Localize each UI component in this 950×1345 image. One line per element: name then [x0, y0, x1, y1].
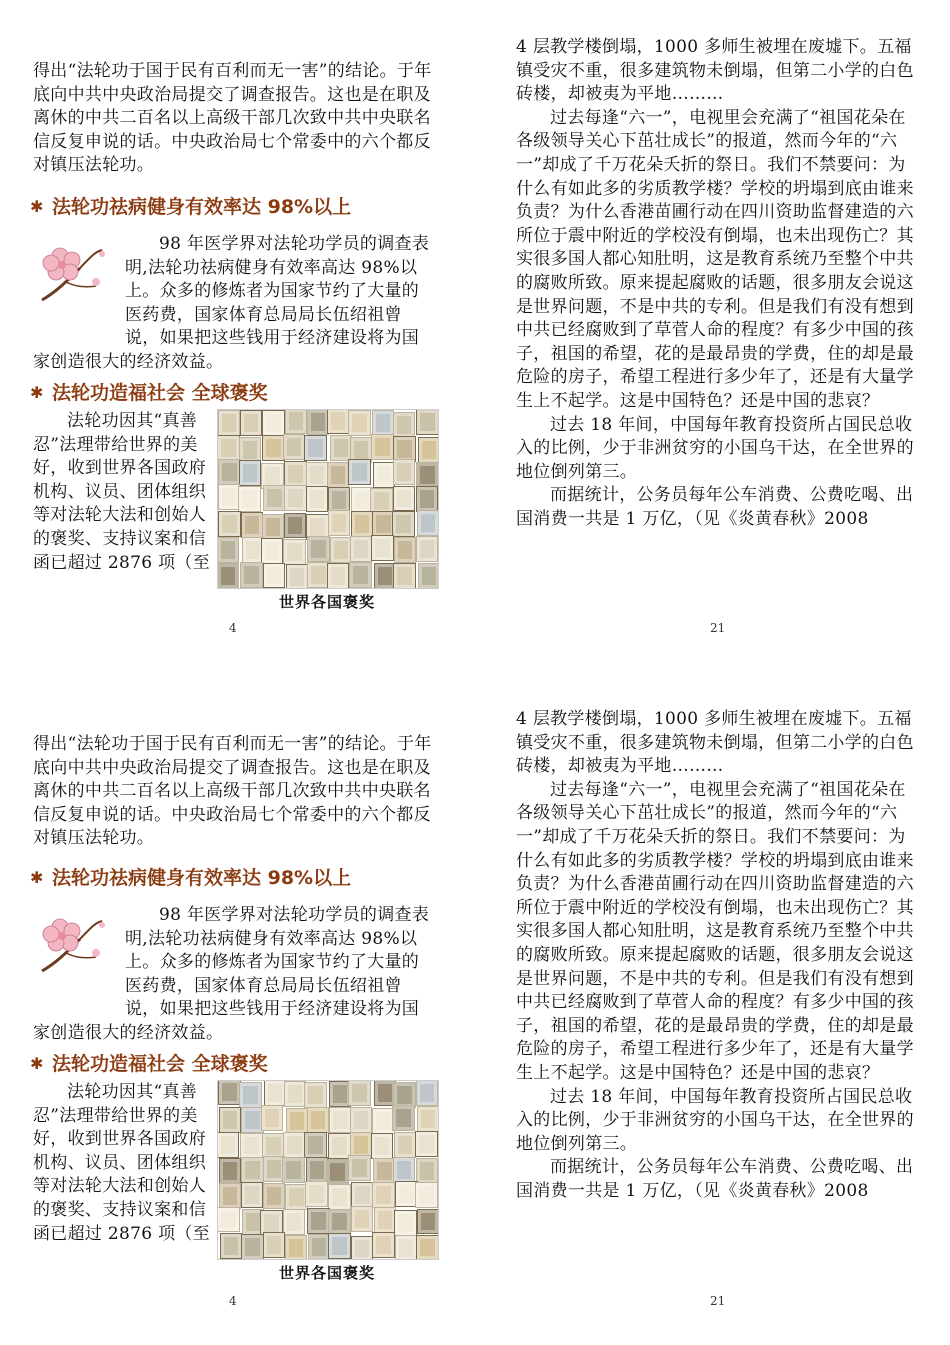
certificate-tile — [372, 1232, 395, 1258]
certificate-tile — [263, 485, 286, 511]
certificate-tile — [304, 435, 327, 461]
certificate-tile — [415, 1131, 438, 1157]
certificate-tile — [349, 562, 372, 588]
certificate-tile — [283, 1132, 306, 1158]
certificate-tile — [239, 460, 262, 486]
certificate-tile — [392, 1105, 415, 1131]
certificate-tile — [307, 1107, 330, 1133]
certificate-tile — [217, 1207, 240, 1233]
certificate-tile — [348, 1080, 371, 1106]
certificate-tile — [261, 1105, 284, 1131]
certificate-tile — [284, 1081, 307, 1107]
certificate-tile — [371, 535, 394, 561]
certificate-tile — [417, 1209, 439, 1235]
certificate-tile — [308, 1234, 331, 1260]
certificate-tile — [304, 1132, 327, 1158]
certificate-tile — [327, 409, 350, 434]
asterisk-bullet-icon: ✱ — [30, 1054, 44, 1073]
certificate-tile — [393, 459, 416, 485]
certificate-tile — [416, 409, 439, 435]
certificate-tile — [394, 1132, 417, 1158]
certificate-tile — [241, 1234, 264, 1260]
certificate-tile — [306, 1157, 329, 1183]
certificate-tile — [416, 462, 439, 488]
certificate-tile — [239, 437, 262, 463]
certificate-tile — [371, 434, 394, 460]
certificate-tile — [351, 1206, 374, 1232]
certificate-tile — [350, 1107, 373, 1133]
certificate-tile — [282, 1157, 305, 1183]
certificate-tile — [286, 1108, 309, 1134]
certificate-tile — [263, 1232, 286, 1258]
certificate-tile — [217, 435, 240, 461]
certificate-tile — [418, 437, 439, 463]
certificate-tile — [328, 1233, 351, 1259]
asterisk-bullet-icon: ✱ — [30, 868, 44, 887]
certificate-tile — [348, 1155, 371, 1181]
certificate-tile — [417, 510, 439, 536]
certificate-tile — [393, 563, 416, 589]
certificate-tile — [283, 1209, 306, 1235]
certificate-tile — [417, 1106, 439, 1132]
section-heading-health: ✱ 法轮功祛病健身有效率达 98%以上 — [30, 867, 352, 889]
certificate-tile — [240, 1133, 263, 1159]
certificate-tile — [372, 410, 395, 436]
certificate-tile — [219, 1107, 242, 1133]
intro-paragraph: 得出“法轮功于国于民有百利而无一害”的结论。于年底向中共中央政治局提交了调查报告。这也是在职及离休的中共二百名以上高级干部几次致中共中央联名信反复申说的话。中央政治局七个常委中的六个都反对镇压法轮功。 — [33, 734, 432, 849]
section-heading-awards: ✱ 法轮功造福社会 全球褒奖 — [30, 1053, 268, 1075]
certificate-tile — [372, 1182, 395, 1208]
certificate-tile — [328, 1209, 351, 1235]
page-number: 21 — [710, 621, 726, 635]
certificate-tile — [394, 1210, 417, 1236]
section-heading-awards: ✱ 法轮功造福社会 全球褒奖 — [30, 382, 268, 404]
certificate-tile — [416, 1158, 439, 1184]
certificate-tile — [262, 514, 285, 540]
certificate-tile — [217, 537, 239, 563]
certificate-tile — [395, 1235, 418, 1260]
certificate-tile — [218, 459, 241, 485]
asterisk-bullet-icon: ✱ — [30, 383, 44, 402]
certificate-tile — [286, 564, 309, 589]
section-heading-health: ✱ 法轮功祛病健身有效率达 98%以上 — [30, 196, 352, 218]
certificate-tile — [351, 1182, 374, 1208]
certificate-tile — [394, 537, 417, 563]
certificate-tile — [372, 511, 395, 537]
certificate-tile — [393, 1082, 416, 1108]
certificate-tile — [239, 1082, 262, 1108]
certificate-tile — [284, 513, 307, 539]
certificate-tile — [328, 510, 351, 536]
certificate-tile — [348, 410, 371, 436]
certificate-tile — [416, 1235, 439, 1260]
certificate-tile — [241, 512, 264, 538]
certificate-tile — [371, 1133, 394, 1159]
certificate-tile — [283, 434, 306, 460]
certificate-tile — [327, 462, 350, 488]
certificate-tile — [306, 486, 329, 512]
certificate-tile — [238, 486, 261, 512]
certificate-tile — [304, 1082, 327, 1108]
certificate-tile — [219, 1158, 242, 1184]
certificate-tile — [263, 563, 286, 589]
certificate-tile — [326, 1159, 349, 1185]
certificate-tile — [241, 1182, 264, 1208]
certificate-tile — [393, 412, 416, 438]
certificate-tile — [416, 1080, 439, 1106]
certificate-tile — [263, 1183, 286, 1209]
certificate-tile — [283, 539, 306, 565]
certificate-tile — [217, 563, 239, 589]
right-page-text: 4 层教学楼倒塌，1000 多师生被埋在废墟下。五福镇受灾不重，很多建筑物未倒塌，但第二小学的白色砖楼，却被夷为平地……… 过去每逢“六一”，电视里会充满了“祖国花朵在各级领导关心下茁壮成长”的报道，然而今年的“六一”却成了千万花朵夭折的祭日。我们不禁要问：为什么有如此多的劣质教学楼？学校的坍塌到底由谁来负责？为什么香港苗圃行动在四川资助监督建造的六所位于震中附近的学校没有倒塌，也未出现伤亡？其实很多国人都心知肚明，这是教育系统乃至整个中共的腐败所致。原来提起腐败的话题，很多朋友会说这是世界问题，不是中共的专利。但是我们有没有想到中共已经腐败到了草菅人命的程度？有多少中国的孩子，祖国的希望，花的是最昂贵的学费，住的却是最危险的房子，希望工程进行多少年了，还是有大量学生上不起学。这是中国特色？还是中国的悲哀？ 过去 18 年间，中国每年教育投资所占国民总收入的比例，少于非洲贫穷的小国乌干达，在全世界的地位倒列第三。 而据统计，公务员每年公车消费、公费吃喝、出国消费一共是 1 万亿，（见《炎黄春秋》2008 — [516, 709, 914, 1201]
certificate-tile — [218, 484, 241, 510]
certificate-tile — [418, 563, 439, 589]
certificate-tile — [307, 1208, 330, 1234]
certificate-tile — [262, 435, 285, 461]
certificate-tile — [351, 1236, 374, 1260]
certificate-tile — [348, 459, 371, 485]
certificate-tile — [218, 511, 241, 537]
right-page-text: 4 层教学楼倒塌，1000 多师生被埋在废墟下。五福镇受灾不重，很多建筑物未倒塌，但第二小学的白色砖楼，却被夷为平地……… 过去每逢“六一”，电视里会充满了“祖国花朵在各级领导关心下茁壮成长”的报道，然而今年的“六一”却成了千万花朵夭折的祭日。我们不禁要问：为什么有如此多的劣质教学楼？学校的坍塌到底由谁来负责？为什么香港苗圃行动在四川资助监督建造的六所位于震中附近的学校没有倒塌，也未出现伤亡？其实很多国人都心知肚明，这是教育系统乃至整个中共的腐败所致。原来提起腐败的话题，很多朋友会说这是世界问题，不是中共的专利。但是我们有没有想到中共已经腐败到了草菅人命的程度？有多少中国的孩子，祖国的希望，花的是最昂贵的学费，住的却是最危险的房子，希望工程进行多少年了，还是有大量学生上不起学。这是中国特色？还是中国的悲哀？ 过去 18 年间，中国每年教育投资所占国民总收入的比例，少于非洲贫穷的小国乌干达，在全世界的地位倒列第三。 而据统计，公务员每年公车消费、公费吃喝、出国消费一共是 1 万亿，（见《炎黄春秋》2008 — [516, 37, 914, 529]
certificate-tile — [220, 1233, 243, 1259]
page-number: 21 — [710, 1294, 726, 1308]
page-number: 4 — [229, 621, 237, 635]
image-caption: 世界各国褒奖 — [278, 1264, 375, 1282]
health-paragraph: 98 年医学界对法轮功学员的调查表明,法轮功祛病健身有效率高达 98%以上。众多的修炼者为国家节约了大量的医药费，国家体育总局局长伍绍祖曾说，如果把这些钱用于经济建设将为国家创造很大的经济效益。 — [33, 905, 430, 1043]
certificate-tile — [261, 538, 284, 564]
awards-paragraph: 法轮功因其“真善忍”法理带给世界的美好，收到世界各国政府机构、议员、团体组织等对法轮大法和创始人的褒奖、支持议案和信函已超过 2876 项（至 — [33, 411, 210, 573]
awards-certificates-image — [217, 409, 439, 589]
certificate-tile — [218, 1080, 241, 1105]
certificate-tile — [217, 1132, 239, 1158]
certificate-tile — [395, 1181, 418, 1207]
certificate-tile — [306, 462, 329, 488]
certificate-tile — [305, 1181, 328, 1207]
awards-paragraph: 法轮功因其“真善忍”法理带给世界的美好，收到世界各国政府机构、议员、团体组织等对法轮大法和创始人的褒奖、支持议案和信函已超过 2876 项（至 — [33, 1082, 210, 1244]
certificate-tile — [393, 1157, 416, 1183]
page-number: 4 — [229, 1294, 237, 1308]
certificate-tile — [218, 410, 241, 436]
certificate-tile — [351, 511, 374, 537]
certificate-tile — [350, 536, 373, 562]
certificate-tile — [416, 536, 439, 562]
certificate-tile — [329, 1107, 352, 1133]
certificate-tile — [284, 485, 307, 511]
certificate-tile — [374, 1207, 397, 1233]
certificate-tile — [241, 1157, 264, 1183]
certificate-tile — [240, 410, 263, 436]
certificate-tile — [240, 562, 263, 588]
certificate-tile — [284, 461, 307, 487]
certificate-tile — [328, 1184, 351, 1210]
certificate-tile — [370, 488, 393, 514]
certificate-tile — [285, 409, 308, 434]
certificate-tile — [392, 511, 415, 537]
certificate-tile — [393, 486, 416, 512]
certificate-tile — [285, 1235, 308, 1260]
certificate-tile — [219, 1183, 242, 1209]
certificate-tile — [416, 486, 439, 512]
image-caption: 世界各国褒奖 — [278, 593, 375, 611]
certificate-tile — [327, 563, 350, 589]
intro-paragraph: 得出“法轮功于国于民有百利而无一害”的结论。于年底向中共中央政治局提交了调查报告。这也是在职及离休的中共二百名以上高级干部几次致中共中央联名信反复申说的话。中央政治局七个常委中的六个都反对镇压法轮功。 — [33, 61, 432, 176]
certificate-tile — [415, 1182, 438, 1208]
certificate-tile — [350, 1132, 373, 1158]
awards-certificates-image — [217, 1080, 439, 1260]
certificate-tile — [330, 537, 353, 563]
certificate-tile — [307, 536, 330, 562]
certificate-tile — [262, 410, 285, 436]
asterisk-bullet-icon: ✱ — [30, 197, 44, 216]
health-paragraph: 98 年医学界对法轮功学员的调查表明,法轮功祛病健身有效率高达 98%以上。众多的修炼者为国家节约了大量的医药费，国家体育总局局长伍绍祖曾说，如果把这些钱用于经济建设将为国家创造很大的经济效益。 — [33, 234, 430, 372]
